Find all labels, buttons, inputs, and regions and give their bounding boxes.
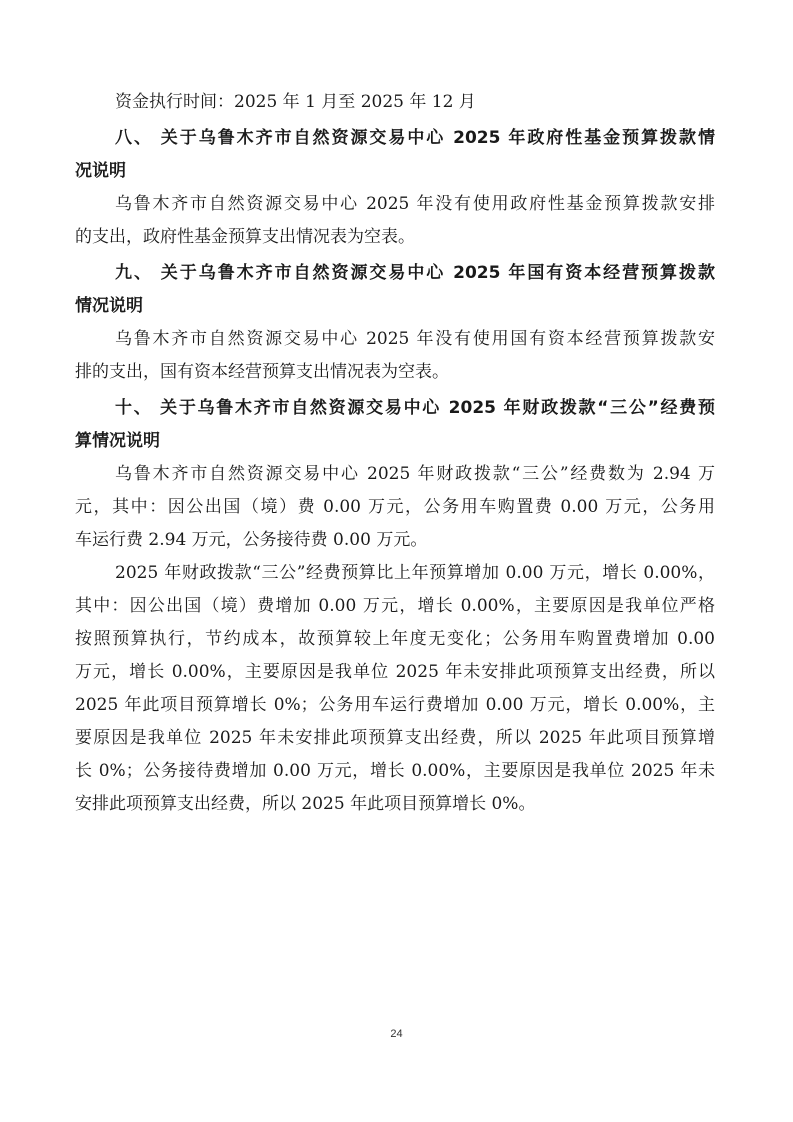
section-9-paragraph-cont: 排的支出，国有资本经营预算支出情况表为空表。: [75, 362, 449, 382]
three-public-paragraph-1-line-2: 元，其中：因公出国（境）费 0.00 万元，公务用车购置费 0.00 万元，公务用: [75, 497, 715, 517]
three-public-paragraph-2-line-6: 要原因是我单位 2025 年未安排此项预算支出经费，所以 2025 年此项目预算增: [75, 728, 715, 748]
fund-period-line: 资金执行时间：2025 年 1 月至 2025 年 12 月: [115, 92, 476, 112]
three-public-paragraph-2-line-7: 长 0%；公务接待费增加 0.00 万元，增长 0.00%，主要原因是我单位 2025 年未: [75, 761, 715, 781]
three-public-paragraph-2-line-8: 安排此项预算支出经费，所以 2025 年此项目预算增长 0%。: [75, 794, 536, 814]
three-public-paragraph-2-line-4: 万元，增长 0.00%，主要原因是我单位 2025 年未安排此项预算支出经费，所以: [75, 662, 715, 682]
section-8-paragraph-cont: 的支出，政府性基金预算支出情况表为空表。: [75, 227, 415, 247]
section-8-paragraph: 乌鲁木齐市自然资源交易中心 2025 年没有使用政府性基金预算拨款安排: [115, 194, 715, 214]
three-public-paragraph-2-line-3: 按照预算执行，节约成本，故预算较上年度无变化；公务用车购置费增加 0.00: [75, 629, 715, 649]
section-8-heading-cont: 况说明: [75, 161, 126, 181]
three-public-paragraph-2: 2025 年财政拨款“三公”经费预算比上年预算增加 0.00 万元，增长 0.00%，: [115, 563, 715, 583]
document-body: [75, 86, 715, 821]
page-number: 24: [390, 1028, 403, 1040]
three-public-paragraph-1-line-3: 车运行费 2.94 万元，公务接待费 0.00 万元。: [75, 530, 428, 550]
three-public-paragraph-2-line-2: 其中：因公出国（境）费增加 0.00 万元，增长 0.00%，主要原因是我单位严格: [75, 596, 715, 616]
section-9-heading-cont: 情况说明: [75, 296, 143, 316]
section-9-paragraph: 乌鲁木齐市自然资源交易中心 2025 年没有使用国有资本经营预算拨款安: [115, 329, 715, 349]
section-8-heading: 八、 关于乌鲁木齐市自然资源交易中心 2025 年政府性基金预算拨款情: [115, 128, 715, 148]
section-9-heading: 九、 关于乌鲁木齐市自然资源交易中心 2025 年国有资本经营预算拨款: [115, 263, 715, 283]
section-10-heading-cont: 算情况说明: [75, 431, 160, 451]
section-10-heading: 十、 关于乌鲁木齐市自然资源交易中心 2025 年财政拨款“三公”经费预: [115, 398, 715, 418]
three-public-paragraph-1: 乌鲁木齐市自然资源交易中心 2025 年财政拨款“三公”经费数为 2.94 万: [115, 464, 715, 484]
three-public-paragraph-2-line-5: 2025 年此项目预算增长 0%；公务用车运行费增加 0.00 万元，增长 0.00%，主: [75, 695, 715, 715]
